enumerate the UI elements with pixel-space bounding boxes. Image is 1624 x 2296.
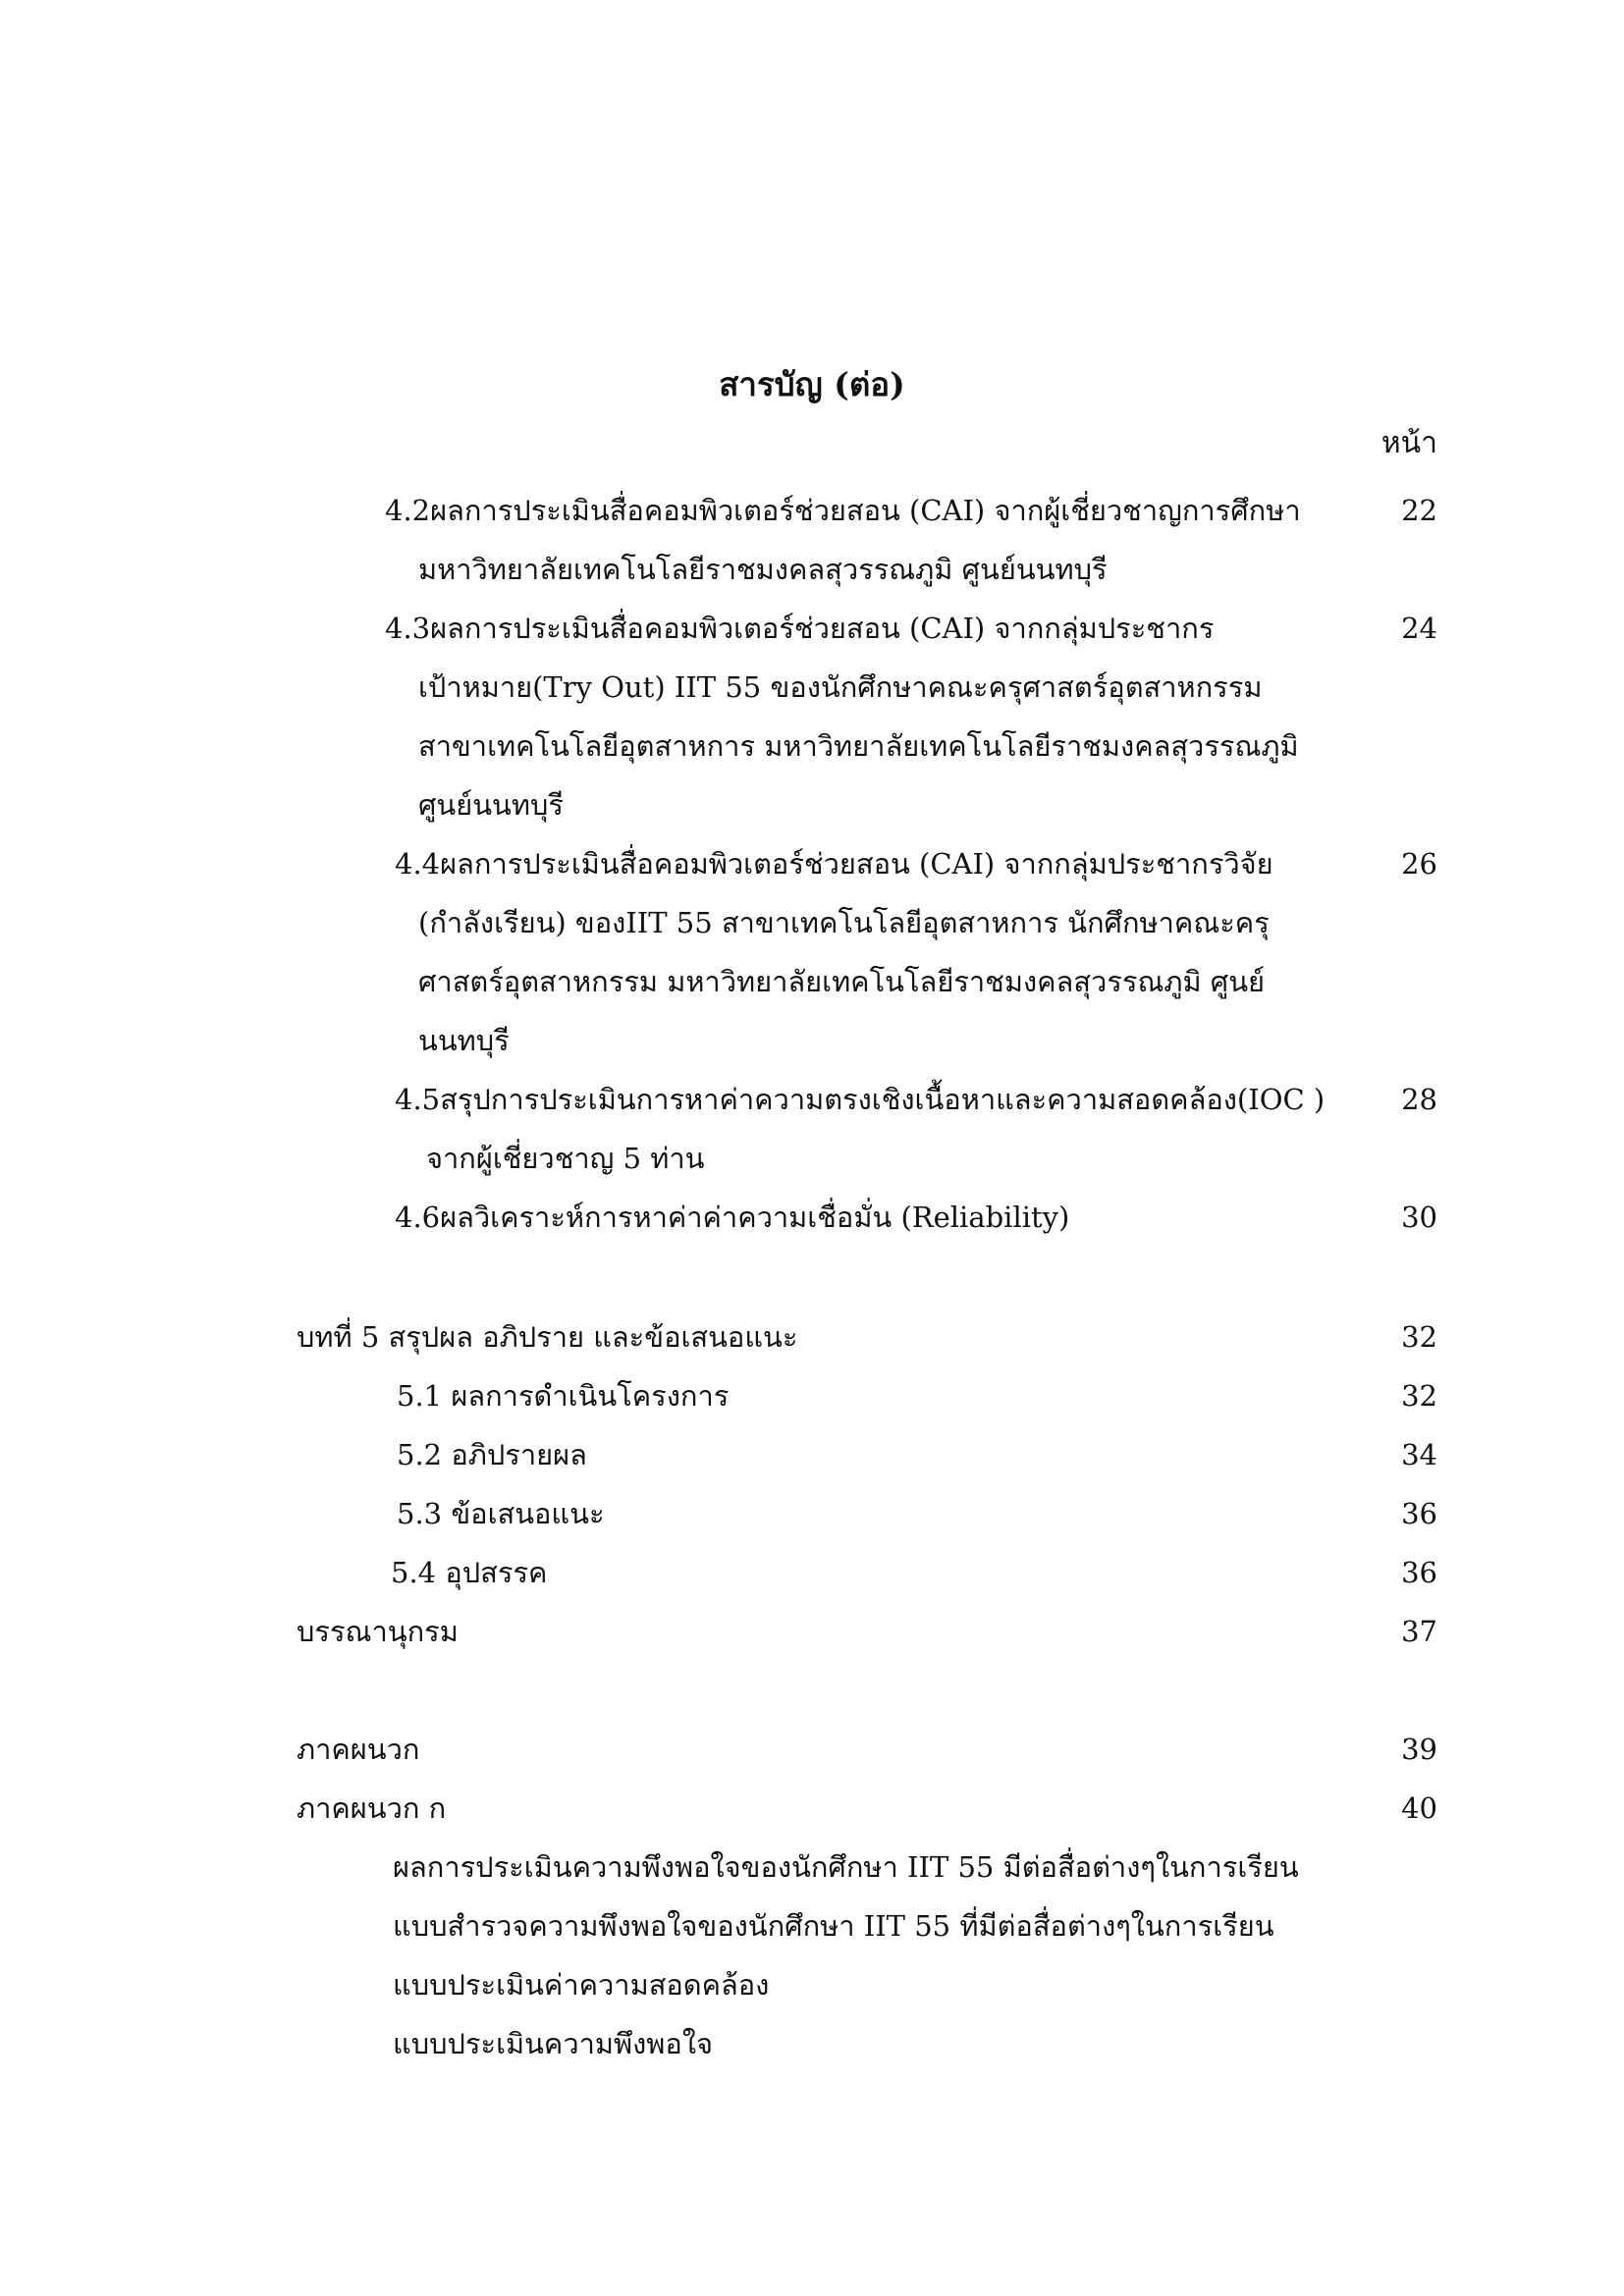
toc-page-number: 40 xyxy=(1401,1791,1437,1825)
toc-entry-text: ศาสตร์อุตสาหกรรม มหาวิทยาลัยเทคโนโลยีราชมงคลสุวรรณภูมิ ศูนย์ xyxy=(418,965,1266,998)
toc-page-number: 24 xyxy=(1401,612,1437,645)
toc-entry-text: เป้าหมาย(Try Out) IIT 55 ของนักศึกษาคณะครุศาสตร์อุตสาหกรรม xyxy=(418,670,1263,704)
toc-entry-text: สาขาเทคโนโลยีอุตสาหการ มหาวิทยาลัยเทคโนโลยีราชมงคลสุวรรณภูมิ xyxy=(418,729,1299,763)
toc-entry-text: 4.2ผลการประเมินสื่อคอมพิวเตอร์ช่วยสอน (CAI) จากผู้เชี่ยวชาญการศึกษา xyxy=(385,494,1301,527)
toc-page-number: 36 xyxy=(1401,1556,1437,1589)
toc-entry-text: (กำลังเรียน) ของIIT 55 สาขาเทคโนโลยีอุตสาหการ นักศึกษาคณะครุ xyxy=(418,906,1270,939)
toc-page-number: 22 xyxy=(1401,494,1437,527)
toc-entry-text: 4.5สรุปการประเมินการหาค่าความตรงเชิงเนื้อหาและความสอดคล้อง(IOC ) xyxy=(395,1083,1326,1116)
toc-entry-text: บรรณานุกรม xyxy=(297,1615,459,1648)
toc-page-number: 32 xyxy=(1401,1379,1437,1413)
toc-page-number: 32 xyxy=(1401,1320,1437,1354)
toc-entry-text: 5.2 อภิปรายผล xyxy=(397,1438,587,1471)
toc-page-number: 28 xyxy=(1401,1083,1437,1116)
appendix-item: แบบสำรวจความพึงพอใจของนักศึกษา IIT 55 ที่มีต่อสื่อต่างๆในการเรียน xyxy=(393,1909,1274,1943)
toc-page-number: 36 xyxy=(1401,1497,1437,1530)
toc-title: สารบัญ (ต่อ) xyxy=(719,365,905,403)
toc-entry-text: 5.1 ผลการดำเนินโครงการ xyxy=(397,1379,730,1413)
toc-page-number: 39 xyxy=(1401,1733,1437,1766)
toc-entry-text: 4.6ผลวิเคราะห์การหาค่าค่าความเชื่อมั่น (Reliability) xyxy=(395,1201,1070,1234)
toc-entry-text: ภาคผนวก xyxy=(297,1733,420,1766)
toc-entry-text: จากผู้เชี่ยวชาญ 5 ท่าน xyxy=(426,1142,705,1175)
toc-page-number: 34 xyxy=(1401,1438,1437,1471)
toc-entry-text: ภาคผนวก ก xyxy=(297,1791,447,1825)
appendix-item: แบบประเมินค่าความสอดคล้อง xyxy=(393,1968,770,2002)
toc-entry-text: 4.4ผลการประเมินสื่อคอมพิวเตอร์ช่วยสอน (CAI) จากกลุ่มประชากรวิจัย xyxy=(395,847,1273,881)
toc-entry-text: นนทบุรี xyxy=(418,1024,510,1057)
toc-entry-text: บทที่ 5 สรุปผล อภิปราย และข้อเสนอแนะ xyxy=(297,1320,798,1354)
toc-page-number: 37 xyxy=(1401,1615,1437,1648)
page-column-header: หน้า xyxy=(1380,426,1437,460)
toc-entry-text: 5.3 ข้อเสนอแนะ xyxy=(397,1497,605,1530)
appendix-item: ผลการประเมินความพึงพอใจของนักศึกษา IIT 55 มีต่อสื่อต่างๆในการเรียน xyxy=(393,1850,1299,1884)
toc-entry-text: มหาวิทยาลัยเทคโนโลยีราชมงคลสุวรรณภูมิ ศูนย์นนทบุรี xyxy=(418,553,1108,586)
toc-entry-text: 4.3ผลการประเมินสื่อคอมพิวเตอร์ช่วยสอน (CAI) จากกลุ่มประชากร xyxy=(385,612,1215,645)
toc-page-number: 30 xyxy=(1401,1201,1437,1234)
toc-entry-text: ศูนย์นนทบุรี xyxy=(418,788,564,822)
appendix-item: แบบประเมินความพึงพอใจ xyxy=(393,2027,713,2060)
toc-page-number: 26 xyxy=(1401,847,1437,881)
toc-entry-text: 5.4 อุปสรรค xyxy=(391,1556,548,1589)
